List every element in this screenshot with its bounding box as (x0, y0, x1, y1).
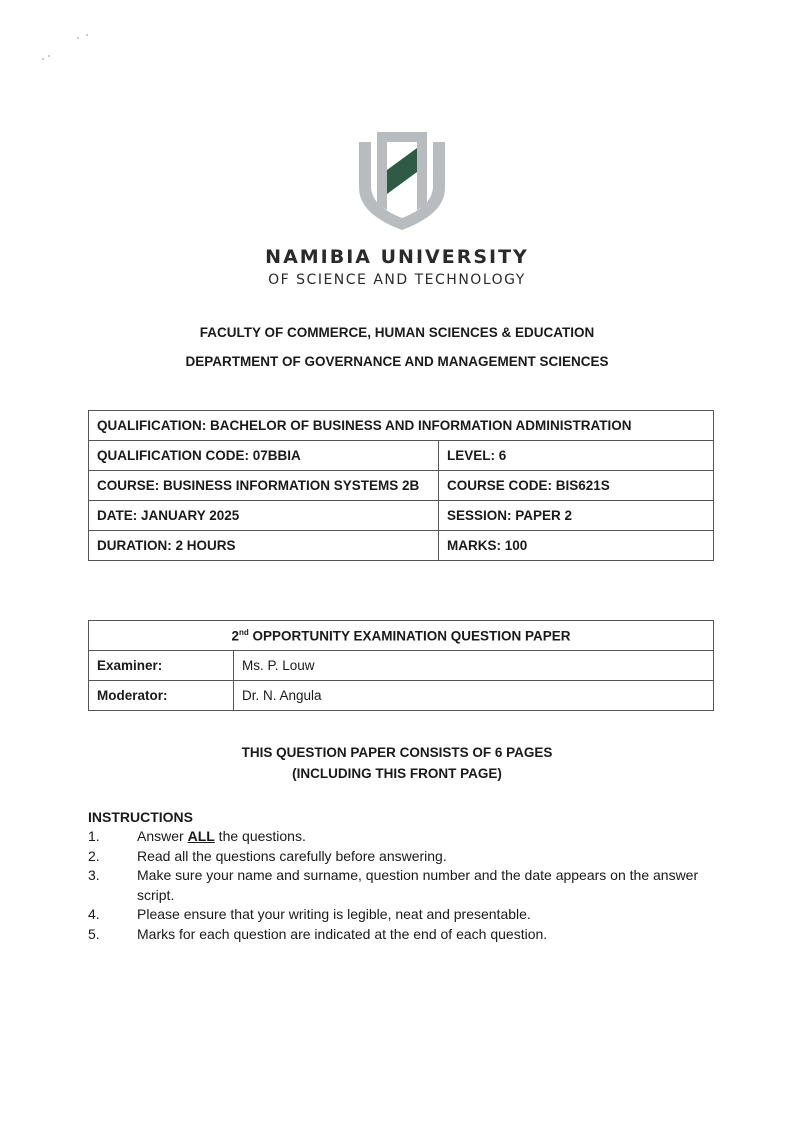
list-item (88, 905, 708, 925)
list-item (88, 925, 708, 945)
level-cell: LEVEL: 6 (439, 441, 714, 471)
table-row (89, 471, 714, 501)
exam-paper-title (89, 621, 714, 651)
qualification-code-cell: QUALIFICATION CODE: 07BBIA (89, 441, 439, 471)
moderator-label: Moderator: (89, 681, 234, 711)
item-number: 1. (88, 828, 100, 844)
item-number: 2. (88, 847, 100, 864)
scan-speck (77, 37, 79, 39)
course-code-cell: COURSE CODE: BIS621S (439, 471, 714, 501)
scan-speck (42, 58, 44, 60)
item-text: Please ensure that your writing is legible, neat and presentable. (137, 906, 531, 922)
exam-paper-table (88, 620, 714, 711)
page-count-line: THIS QUESTION PAPER CONSISTS OF 6 PAGES (241, 745, 553, 760)
item-number: 4. (88, 906, 100, 922)
qualification-cell: QUALIFICATION: BACHELOR OF BUSINESS AND INFORMATION ADMINISTRATION (89, 411, 714, 441)
university-name: NAMIBIA UNIVERSITY (265, 246, 529, 268)
instructions-title: INSTRUCTIONS (88, 809, 193, 825)
list-item (88, 847, 708, 867)
page-count-note (0, 742, 794, 784)
examiner-label: Examiner: (89, 651, 234, 681)
table-row (89, 681, 714, 711)
item-text: Read all the questions carefully before answering. (137, 847, 447, 864)
item-text-post: the questions. (214, 828, 306, 844)
item-text-pre: Answer (137, 828, 188, 844)
marks-cell: MARKS: 100 (439, 531, 714, 561)
moderator-value: Dr. N. Angula (234, 681, 714, 711)
table-row (89, 441, 714, 471)
table-row (89, 531, 714, 561)
nust-shield-logo-icon (357, 130, 447, 232)
item-number: 3. (88, 867, 100, 883)
title-ordinal-suffix: nd (238, 627, 249, 637)
department-heading: DEPARTMENT OF GOVERNANCE AND MANAGEMENT SCIENCES (185, 354, 609, 369)
item-text (137, 827, 708, 847)
title-number: 2 (231, 628, 239, 644)
list-item (88, 827, 708, 847)
scan-speck (86, 34, 88, 36)
course-cell: COURSE: BUSINESS INFORMATION SYSTEMS 2B (89, 471, 439, 501)
duration-cell: DURATION: 2 HOURS (89, 531, 439, 561)
table-row (89, 411, 714, 441)
table-row (89, 501, 714, 531)
date-cell: DATE: JANUARY 2025 (89, 501, 439, 531)
item-number: 5. (88, 925, 100, 942)
title-text: OPPORTUNITY EXAMINATION QUESTION PAPER (248, 628, 571, 644)
examiner-value: Ms. P. Louw (234, 651, 714, 681)
faculty-heading: FACULTY OF COMMERCE, HUMAN SCIENCES & EDUCATION (199, 325, 595, 340)
item-emphasis: ALL (187, 828, 215, 844)
list-item (88, 866, 708, 905)
university-subtitle: OF SCIENCE AND TECHNOLOGY (268, 272, 526, 288)
item-text: Make sure your name and surname, question number and the date appears on the answer script. (137, 867, 699, 903)
session-cell: SESSION: PAPER 2 (439, 501, 714, 531)
table-row (89, 621, 714, 651)
scan-speck (48, 55, 50, 57)
page-count-subline: (INCLUDING THIS FRONT PAGE) (292, 766, 502, 781)
course-details-table (88, 410, 714, 561)
instructions-section (88, 808, 708, 944)
table-row (89, 651, 714, 681)
item-text: Marks for each question are indicated at the end of each question. (137, 925, 548, 942)
